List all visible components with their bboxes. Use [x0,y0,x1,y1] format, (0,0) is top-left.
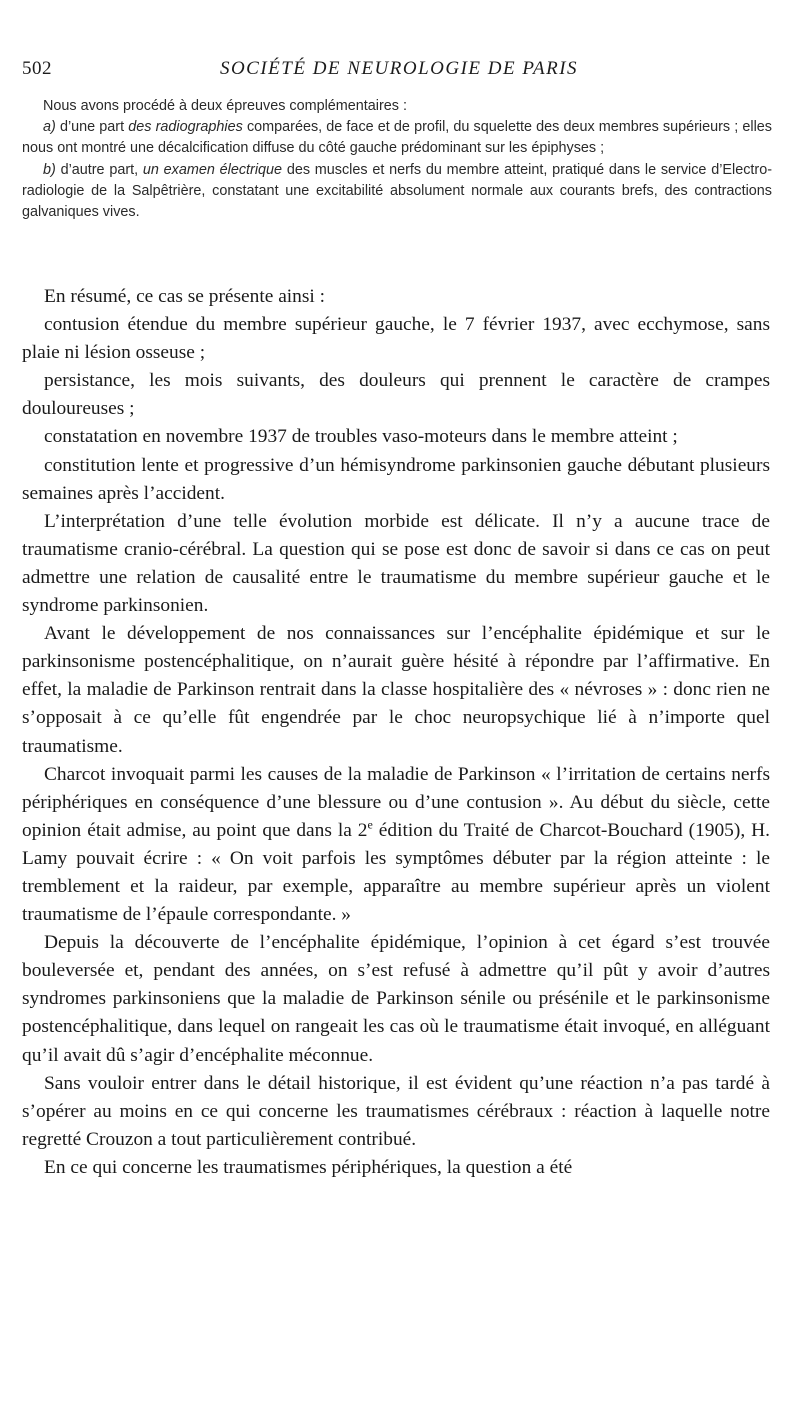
item-a-label: a) [43,119,56,136]
item-a-emph: des radiographies [128,119,243,136]
paragraph-constatation: constatation en novembre 1937 de troubles vaso-moteurs dans le membre atteint ; [44,426,678,448]
small-item-a [22,117,772,159]
paragraph-traumatismes-peripheriques: En ce qui concerne les traumatismes périphériques, la question a été [44,1156,573,1178]
paragraph-summary-intro: En résumé, ce cas se présente ainsi : [44,286,326,307]
page-header [22,58,776,84]
paragraph-interpretation: L’interprétation d’une telle évolution morbide est délicate. Il n’y a aucune trace de traumatisme cranio-cérébral. La question qui se pose est donc de savoir si dans ce cas on peut admettre une relation de causalité entre le traumatisme du membre supérieur gauche et le syndrome parkinsonien. [22,510,770,617]
running-title: SOCIÉTÉ DE NEUROLOGIE DE PARIS [219,58,579,79]
page-number: 502 [22,58,52,79]
paragraph-sans-vouloir: Sans vouloir entrer dans le détail historique, il est évident qu’une réaction n’a pas tardé à s’opérer au moins en ce qui concerne les traumatismes cérébraux : réaction à laquelle notre regretté Crouzon a tout particulièrement contribué. [22,1072,770,1150]
small-intro: Nous avons procédé à deux épreuves complémentaires : [43,98,407,114]
item-a-post: comparées, de face et de profil, du squelette des deux membres supérieurs ; elles nous ont montré une décalcification diffuse du côté gauche prédominant sur les épiphyses ; [22,119,772,157]
item-b-emph: un examen électrique [142,161,283,178]
charcot-text-before: Charcot invoquait parmi les causes de la maladie de Parkinson « l’irritation de certains nerfs périphériques en conséquence d’une blessure ou d’une contusion ». Au début du siècle, cette opinion était admise, au point que dans la 2 [22,763,770,841]
charcot-text-after: édition du Traité de Charcot-Bouchard (1905), H. Lamy pouvait écrire : « On voit parfois les symptômes débuter par la région atteinte : le tremblement et la raideur, par exemple, apparaître au membre supérieur après un violent traumatisme de l’épaule correspondante. » [22,819,770,926]
paragraph-persistance: persistance, les mois suivants, des douleurs qui prennent le caractère de crampes douloureuses ; [22,370,770,420]
paragraph-contusion: contusion étendue du membre supérieur gauche, le 7 février 1937, avec ecchymose, sans plaie ni lésion osseuse ; [22,314,770,364]
item-b-post: des muscles et nerfs du membre atteint, pratiqué dans le service d’Electro-radiologie de la Salpêtrière, constatant une excitabilité absolument normale aux courants brefs, des contractions galvaniques vives. [22,161,772,221]
main-text-section [22,283,770,1182]
paragraph-constitution: constitution lente et progressive d’un hémisyndrome parkinsonien gauche débutant plusieurs semaines après l’accident. [22,454,770,504]
item-b-label: b) [43,161,56,178]
paragraph-charcot [22,761,770,930]
small-print-section [22,96,772,223]
paragraph-depuis: Depuis la découverte de l’encéphalite épidémique, l’opinion à cet égard s’est trouvée bouleversée et, pendant des années, on s’est refusé à admettre qu’il pût y avoir d’autres syndromes parkinsoniens que la maladie de Parkinson sénile ou présénile et le parkinsonisme postencéphalitique, dans lequel on rangeait les cas où le traumatisme était invoqué, en alléguant qu’il avait dû s’agir d’encéphalite méconnue. [22,932,770,1066]
small-item-b [22,160,772,224]
charcot-superscript: e [367,817,373,832]
item-b-pre: d’autre part, [55,161,143,178]
item-a-pre: d’une part [55,119,129,136]
paragraph-avant: Avant le développement de nos connaissances sur l’encéphalite épidémique et sur le parkinsonisme postencéphalitique, on n’aurait guère hésité à répondre par l’affirmative. En effet, la maladie de Parkinson rentrait dans la classe hospitalière des « névroses » : donc rien ne s’opposait à ce qu’elle fût engendrée par le choc neuropsychique lié à n’importe quel traumatisme. [22,623,770,757]
